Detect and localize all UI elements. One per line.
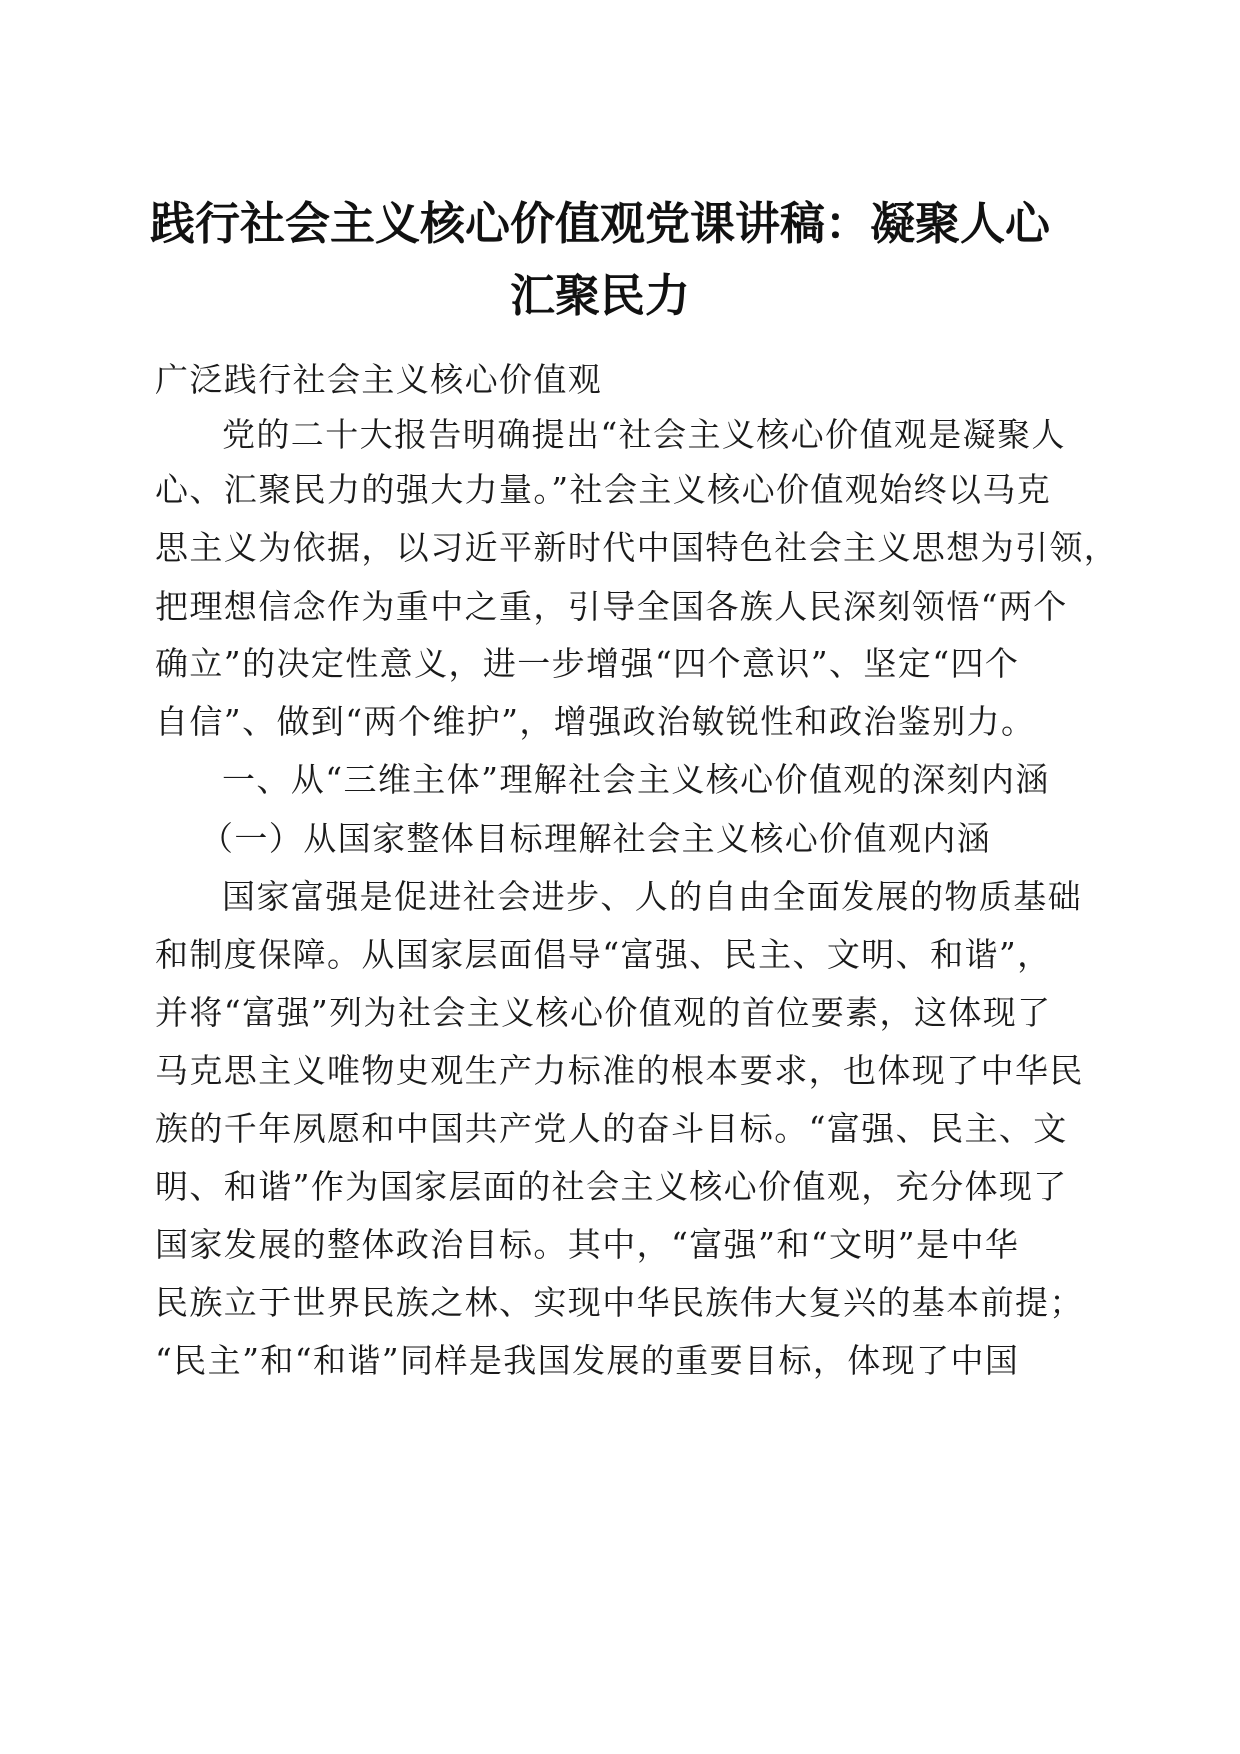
title-line-2: 汇聚民力 bbox=[509, 269, 690, 322]
paragraph-line: 国家富强是促进社会进步、人的自由全面发展的物质基础 bbox=[222, 877, 1082, 916]
paragraph-line: 确立”的决定性意义，进一步增强“四个意识”、坚定“四个 bbox=[155, 644, 1020, 683]
subsection-heading: （一）从国家整体目标理解社会主义核心价值观内涵 bbox=[200, 819, 992, 858]
document-title bbox=[140, 188, 1060, 332]
paragraph-line: 心、汇聚民力的强大力量。”社会主义核心价值观始终以马克 bbox=[155, 470, 1052, 509]
paragraph-line: 明、和谐”作为国家层面的社会主义核心价值观，充分体现了 bbox=[155, 1167, 1068, 1206]
section-heading: 一、从“三维主体”理解社会主义核心价值观的深刻内涵 bbox=[222, 760, 1050, 799]
paragraph-line: 国家发展的整体政治目标。其中，“富强”和“文明”是中华 bbox=[155, 1225, 1020, 1264]
paragraph-line: 把理想信念作为重中之重，引导全国各族人民深刻领悟“两个 bbox=[155, 587, 1068, 626]
paragraph-line: 并将“富强”列为社会主义核心价值观的首位要素，这体现了 bbox=[155, 993, 1052, 1032]
paragraph-line: 思主义为依据，以习近平新时代中国特色社会主义思想为引领， bbox=[155, 528, 1119, 567]
paragraph-line: 马克思主义唯物史观生产力标准的根本要求，也体现了中华民 bbox=[155, 1051, 1084, 1090]
subheading: 广泛践行社会主义核心价值观 bbox=[155, 360, 603, 399]
paragraph-line: 和制度保障。从国家层面倡导“富强、民主、文明、和谐”， bbox=[155, 935, 1052, 974]
paragraph-line: 民族立于世界民族之林、实现中华民族伟大复兴的基本前提； bbox=[155, 1283, 1084, 1322]
title-line-1: 践行社会主义核心价值观党课讲稿：凝聚人心 bbox=[149, 197, 1050, 250]
paragraph-line: 族的千年夙愿和中国共产党人的奋斗目标。“富强、民主、文 bbox=[155, 1109, 1068, 1148]
paragraph-line: “民主”和“和谐”同样是我国发展的重要目标，体现了中国 bbox=[155, 1341, 1020, 1380]
paragraph-line: 党的二十大报告明确提出“社会主义核心价值观是凝聚人 bbox=[222, 415, 1066, 454]
paragraph-line: 自信”、做到“两个维护”，增强政治敏锐性和政治鉴别力。 bbox=[155, 702, 1036, 741]
